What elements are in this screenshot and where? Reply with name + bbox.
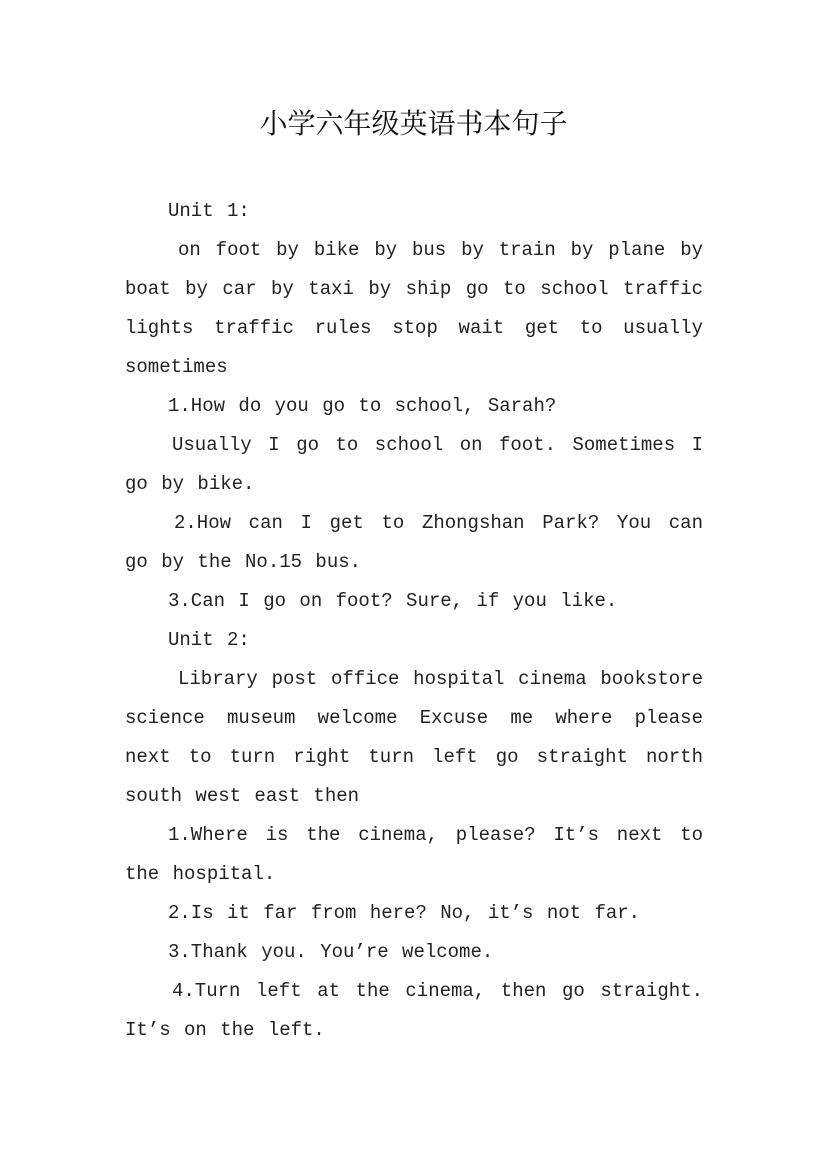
unit-2-vocabulary: Library post office hospital cinema bookstore science museum welcome Excuse me where please next to turn right turn left go straight north south west east then <box>125 668 703 807</box>
document-title: 小学六年级英语书本句子 <box>259 107 568 140</box>
unit-2-sentence: 3.Thank you. You’re welcome. <box>168 941 494 963</box>
unit-1-vocabulary: on foot by bike by bus by train by plane by boat by car by taxi by ship go to school traffic lights traffic rules stop wait get to usually sometimes <box>125 239 703 378</box>
unit-2-sentence: 2.Is it far from here? No, it’s not far. <box>168 902 641 924</box>
unit-2-heading: Unit 2: <box>168 629 250 651</box>
unit-1-sentence: 2.How can I get to Zhongshan Park? You can go by the No.15 bus. <box>125 512 703 573</box>
unit-1-sentence: Usually I go to school on foot. Sometimes I go by bike. <box>125 434 703 495</box>
unit-2-sentence: 1.Where is the cinema, please? It’s next to the hospital. <box>125 824 703 885</box>
unit-1-heading: Unit 1: <box>168 200 250 222</box>
unit-1-sentence: 3.Can I go on foot? Sure, if you like. <box>168 590 618 612</box>
unit-1-sentence: 1.How do you go to school, Sarah? <box>168 395 557 417</box>
unit-2-sentence: 4.Turn left at the cinema, then go straight. It’s on the left. <box>125 980 703 1041</box>
document-body <box>125 192 703 1050</box>
